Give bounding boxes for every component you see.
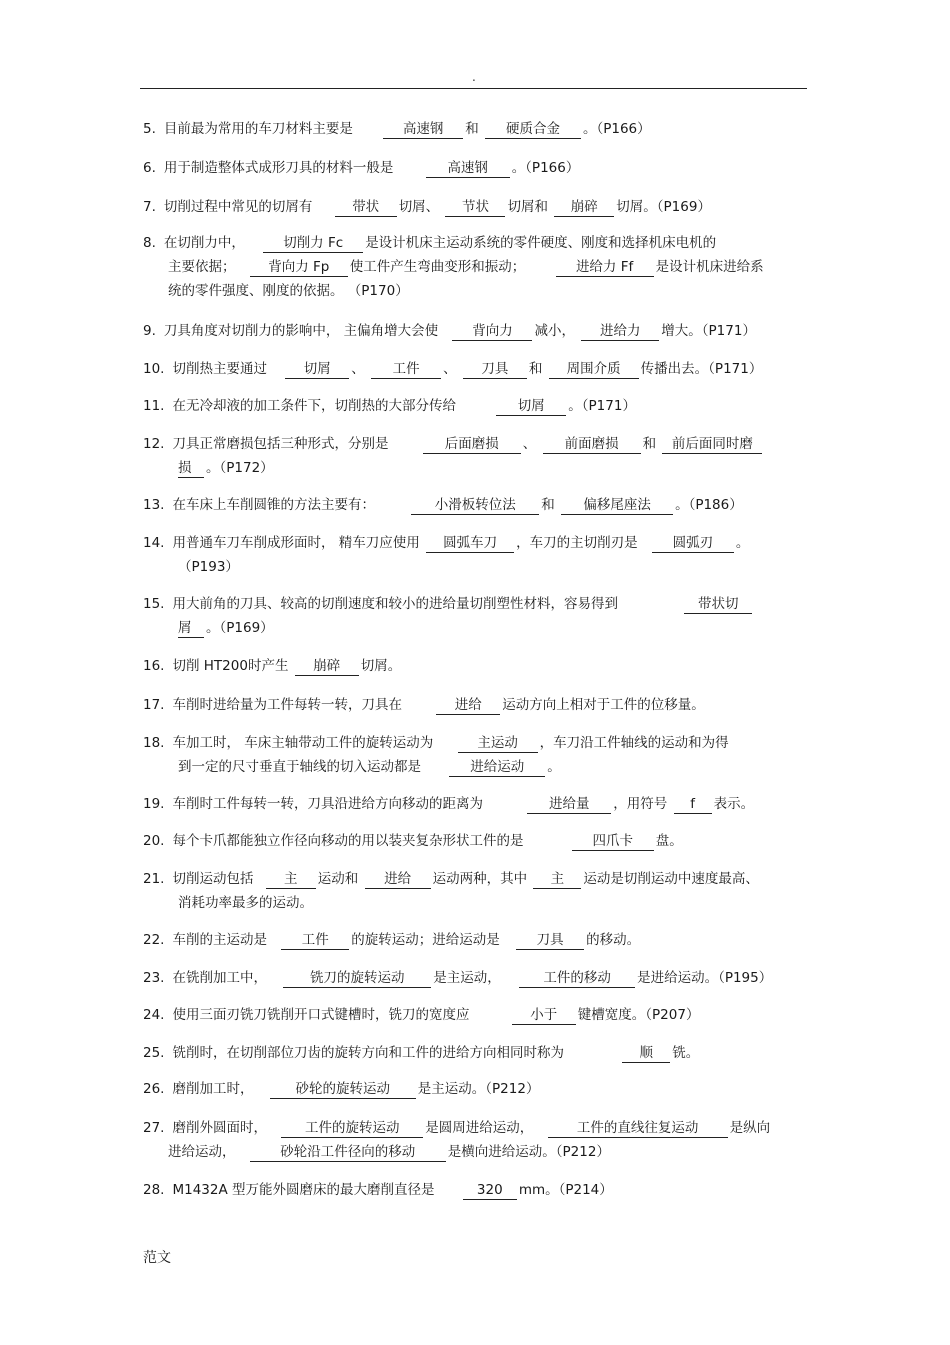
question-11 (143, 394, 807, 418)
question-9 (143, 319, 807, 343)
question-number: 26. (143, 1081, 165, 1097)
answer-blank: 进给力 (581, 322, 659, 341)
question-12 (143, 432, 807, 480)
question-text: 是横向进给运动。（P212） (447, 1144, 610, 1160)
question-number: 21. (143, 871, 165, 887)
question-number: 5. (143, 121, 156, 137)
question-text: 。（P186） (675, 497, 743, 513)
question-text: 刀具正常磨损包括三种形式，分别是 (172, 436, 389, 452)
answer-blank: 背向力 (452, 322, 532, 341)
question-text: 磨削外圆面时， (172, 1120, 267, 1136)
question-5 (143, 117, 807, 141)
question-text: 和 (642, 436, 657, 452)
question-28 (143, 1178, 807, 1202)
answer-blank: 前面磨损 (543, 435, 641, 454)
answer-blank: 偏移尾座法 (561, 496, 673, 515)
header-rule (140, 88, 807, 89)
question-8 (143, 231, 807, 303)
question-text: 是主运动， (433, 970, 501, 986)
answer-blank: 主 (266, 870, 316, 889)
question-text: 和 (541, 497, 555, 513)
answer-blank: 圆弧车刀 (426, 534, 514, 553)
answer-blank: 小于 (512, 1006, 576, 1025)
question-number: 17. (143, 697, 165, 713)
question-14 (143, 531, 807, 579)
answer-blank: f (674, 795, 712, 814)
question-17 (143, 693, 807, 717)
question-number: 12. (143, 436, 165, 452)
question-text: 运动是切削运动中速度最高、 (583, 871, 759, 887)
answer-blank: 硬质合金 (485, 120, 581, 139)
question-text: 在切削力中， (163, 235, 245, 251)
question-text: 铣。 (672, 1045, 700, 1061)
question-text: 车削时工件每转一转，刀具沿进给方向移动的距离为 (172, 796, 483, 812)
answer-blank: 小滑板转位法 (411, 496, 539, 515)
question-number: 25. (143, 1045, 165, 1061)
question-text: 进给运动， (168, 1144, 236, 1160)
question-text: 。（P171） (568, 398, 636, 414)
question-text: 切屑。 (360, 658, 402, 674)
question-number: 16. (143, 658, 165, 674)
question-number: 8. (143, 235, 156, 251)
question-26 (143, 1077, 807, 1101)
question-23 (143, 966, 807, 990)
question-line (143, 255, 807, 279)
question-16 (143, 654, 807, 678)
question-7 (143, 195, 807, 219)
answer-blank: 损 (178, 459, 204, 478)
answer-blank: 带状切 (684, 595, 752, 614)
question-text: 铣削时，在切削部位刀齿的旋转方向和工件的进给方向相同时称为 (172, 1045, 564, 1061)
answer-blank: 主 (533, 870, 581, 889)
question-number: 13. (143, 497, 165, 513)
answer-blank: 工件的旋转运动 (281, 1119, 423, 1138)
question-text: ，车刀的主切削刃是 (516, 535, 638, 551)
answer-blank: 砂轮沿工件径向的移动 (250, 1143, 446, 1162)
answer-blank: 切屑 (496, 397, 566, 416)
answer-blank: 主运动 (458, 734, 538, 753)
question-text: 、 (351, 361, 365, 377)
answer-blank: 切屑 (285, 360, 349, 379)
question-text: 切削 HT200时产生 (172, 658, 289, 674)
header-dot: . (472, 70, 476, 84)
question-text: 。（P169） (206, 620, 274, 636)
question-number: 19. (143, 796, 165, 812)
question-text: 车削时进给量为工件每转一转，刀具在 (172, 697, 402, 713)
question-27 (143, 1116, 807, 1164)
answer-blank: 四爪卡 (572, 832, 654, 851)
question-line (143, 616, 807, 640)
question-18 (143, 731, 807, 779)
question-text: 使用三面刃铣刀铣削开口式键槽时，铣刀的宽度应 (172, 1007, 470, 1023)
question-19 (143, 792, 807, 816)
question-number: 14. (143, 535, 165, 551)
question-text: 目前最为常用的车刀材料主要是 (163, 121, 353, 137)
question-text: 运动和 (317, 871, 359, 887)
question-text: 切屑和 (507, 199, 548, 215)
question-number: 22. (143, 932, 165, 948)
question-number: 15. (143, 596, 165, 612)
answer-blank: 工件 (281, 931, 349, 950)
question-text: 。（P172） (206, 460, 274, 476)
question-text: 切削运动包括 (172, 871, 254, 887)
question-text: 和 (528, 361, 543, 377)
question-text: 到一定的尺寸垂直于轴线的切入运动都是 (178, 759, 421, 775)
question-text: 主要依据； (168, 259, 236, 275)
question-text: 切屑、 (398, 199, 440, 215)
question-text: 键槽宽度。（P207） (577, 1007, 700, 1023)
answer-blank: 周围介质 (549, 360, 639, 379)
question-text: 每个卡爪都能独立作径向移动的用以装夹复杂形状工件的是 (172, 833, 524, 849)
question-text: 增大。（P171） (661, 323, 756, 339)
answer-blank: 进给量 (527, 795, 611, 814)
footer-label: 范文 (143, 1250, 171, 1266)
answer-blank: 工件的移动 (519, 969, 635, 988)
question-text: 是主运动。（P212） (417, 1081, 540, 1097)
answer-blank: 进给力 Ff (556, 258, 654, 277)
question-text: 是圆周进给运动， (425, 1120, 534, 1136)
question-number: 9. (143, 323, 156, 339)
question-text: 。（P166） (582, 121, 651, 137)
question-line (143, 456, 807, 480)
question-number: 28. (143, 1182, 165, 1198)
question-text: 在铣削加工中， (172, 970, 267, 986)
question-text: 盘。 (655, 833, 683, 849)
question-text: 运动方向上相对于工件的位移量。 (502, 697, 705, 713)
answer-blank: 砂轮的旋转运动 (270, 1080, 416, 1099)
question-text: 切削过程中常见的切屑有 (163, 199, 313, 215)
question-number: 23. (143, 970, 165, 986)
question-text: ，车刀沿工件轴线的运动和为得 (539, 735, 729, 751)
question-number: 6. (143, 160, 156, 176)
question-text: 车加工时， 车床主轴带动工件的旋转运动为 (172, 735, 434, 751)
question-text: 统的零件强度、刚度的依据。 （P170） (168, 283, 409, 299)
question-24 (143, 1003, 807, 1027)
question-text: 用大前角的刀具、较高的切削速度和较小的进给量切削塑性材料，容易得到 (172, 596, 618, 612)
answer-blank: 320 (463, 1181, 517, 1200)
answer-blank: 屑 (178, 619, 204, 638)
question-10 (143, 357, 807, 381)
question-text: 用于制造整体式成形刀具的材料一般是 (163, 160, 394, 176)
answer-blank: 圆弧刃 (652, 534, 734, 553)
answer-blank: 进给运动 (449, 758, 545, 777)
question-text: 在无冷却液的加工条件下，切削热的大部分传给 (172, 398, 456, 414)
answer-blank: 背向力 Fp (250, 258, 348, 277)
answer-blank: 节状 (445, 198, 505, 217)
question-line (143, 755, 807, 779)
question-13 (143, 493, 807, 517)
question-text: 切屑。（P169） (616, 199, 711, 215)
question-21 (143, 867, 807, 915)
question-text: 车削的主运动是 (172, 932, 267, 948)
question-text: 消耗功率最多的运动。 (178, 895, 313, 911)
question-text: 使工件产生弯曲变形和振动； (349, 259, 526, 275)
answer-blank: 后面磨损 (423, 435, 521, 454)
question-text: 是设计机床主运动系统的零件硬度、刚度和选择机床电机的 (365, 235, 717, 251)
answer-blank: 铣刀的旋转运动 (283, 969, 431, 988)
question-text: 是设计机床进给系 (655, 259, 764, 275)
question-text: （P193） (178, 559, 239, 575)
question-text: 是纵向 (729, 1120, 771, 1136)
question-number: 10. (143, 361, 165, 377)
question-text: mm。（P214） (518, 1182, 613, 1198)
answer-blank: 切削力 Fc (263, 234, 363, 253)
answer-blank: 带状 (335, 198, 397, 217)
answer-blank: 进给 (436, 696, 500, 715)
question-text: 、 (522, 436, 537, 452)
question-25 (143, 1041, 807, 1065)
answer-blank: 前后面同时磨 (662, 435, 762, 454)
answer-blank: 崩碎 (295, 657, 359, 676)
question-text: M1432A 型万能外圆磨床的最大磨削直径是 (172, 1182, 435, 1198)
answer-blank: 刀具 (463, 360, 527, 379)
question-text: 刀具角度对切削力的影响中， 主偏角增大会使 (163, 323, 439, 339)
question-text: 是进给运动。（P195） (637, 970, 773, 986)
question-number: 11. (143, 398, 165, 414)
answer-blank: 进给 (365, 870, 431, 889)
question-text: 减小， (534, 323, 575, 339)
question-22 (143, 928, 807, 952)
question-number: 24. (143, 1007, 165, 1023)
question-number: 7. (143, 199, 156, 215)
question-text: 运动两种，其中 (432, 871, 528, 887)
question-text: 用普通车刀车削成形面时， 精车刀应使用 (172, 535, 420, 551)
question-text: 。 (547, 759, 561, 775)
question-line (143, 1140, 807, 1164)
question-15 (143, 592, 807, 640)
question-text: 传播出去。（P171） (640, 361, 763, 377)
question-number: 27. (143, 1120, 165, 1136)
question-text: 切削热主要通过 (172, 361, 267, 377)
question-text: ，用符号 (613, 796, 668, 812)
question-text: 的旋转运动；进给运动是 (351, 932, 500, 948)
question-text: 磨削加工时， (172, 1081, 254, 1097)
answer-blank: 崩碎 (554, 198, 614, 217)
answer-blank: 顺 (622, 1044, 670, 1063)
question-text: 在车床上车削圆锥的方法主要有： (172, 497, 375, 513)
answer-blank: 工件 (371, 360, 441, 379)
question-text: 、 (443, 361, 457, 377)
answer-blank: 工件的直线往复运动 (548, 1119, 728, 1138)
question-number: 18. (143, 735, 165, 751)
answer-blank: 高速钢 (426, 159, 510, 178)
question-text: 。（P166） (511, 160, 580, 176)
question-6 (143, 156, 807, 180)
question-text: 和 (465, 121, 479, 137)
question-20 (143, 829, 807, 853)
question-text: 表示。 (713, 796, 755, 812)
question-number: 20. (143, 833, 165, 849)
question-text: 的移动。 (586, 932, 641, 948)
question-text: 。 (735, 535, 750, 551)
answer-blank: 高速钢 (383, 120, 463, 139)
answer-blank: 刀具 (516, 931, 584, 950)
